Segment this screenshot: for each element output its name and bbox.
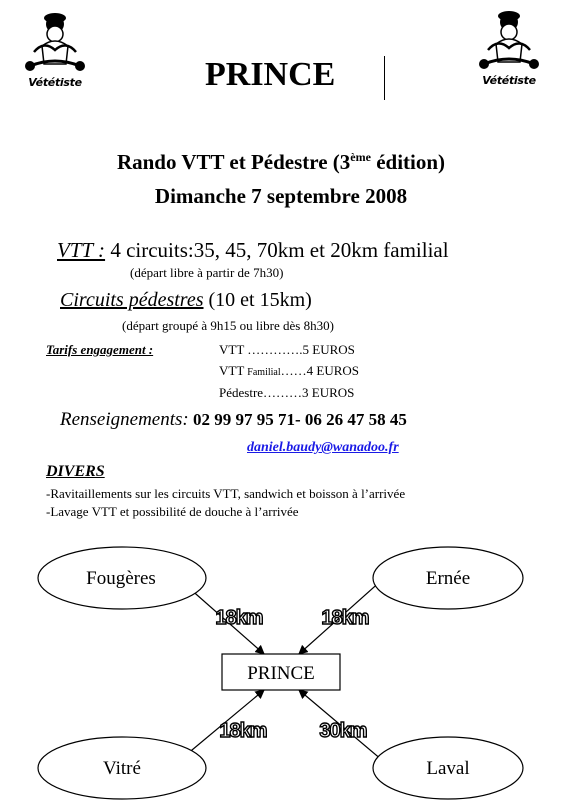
tarif-name: VTT — [219, 363, 248, 378]
tarif-price: 4 EUROS — [306, 363, 360, 378]
contact-email-link[interactable]: daniel.baudy@wanadoo.fr — [247, 440, 399, 455]
divers-line: -Ravitaillements sur les circuits VTT, sandwich et boisson à l’arrivée — [46, 486, 406, 501]
distance-top-right: 18km — [321, 607, 369, 629]
tarif-name: VTT …………. — [219, 342, 303, 357]
vtt-label: VTT : — [57, 238, 106, 262]
pedestre-note: (départ groupé à 9h15 ou libre dès 8h30) — [122, 318, 334, 333]
vtt-text: 4 circuits:35, 45, 70km et 20km familial — [105, 238, 449, 262]
cyclist-logo-right — [470, 10, 548, 90]
event-headline — [0, 150, 562, 175]
tarif-dots: …… — [280, 363, 307, 378]
town-fougeres: Fougères — [86, 568, 156, 589]
page-title: PRINCE — [205, 56, 336, 93]
logo-text: Vététiste — [28, 76, 82, 89]
tarif-row — [219, 385, 354, 401]
contact-phones-text: 02 99 97 95 71- 06 26 47 58 45 — [192, 410, 407, 429]
headline-suffix: édition) — [370, 150, 446, 174]
town-ernee: Ernée — [425, 568, 471, 589]
pedestre-line — [60, 289, 312, 312]
route-map — [0, 540, 562, 800]
divers-line: -Lavage VTT et possibilité de douche à l’arrivée — [46, 504, 299, 519]
tarif-name-small: Familial — [247, 367, 281, 378]
tarif-row — [219, 363, 359, 379]
cyclist-icon — [470, 10, 548, 74]
tarif-name: Pédestre……… — [219, 385, 303, 400]
cyclist-logo-left — [16, 12, 94, 92]
divers-label: DIVERS — [46, 463, 105, 480]
tarif-price: 3 EUROS — [302, 385, 355, 400]
tarif-price: 5 EUROS — [302, 342, 355, 357]
cyclist-icon — [16, 12, 94, 76]
town-vitre: Vitré — [103, 758, 141, 779]
contact-label: Renseignements: — [60, 409, 189, 430]
event-date: Dimanche 7 septembre 2008 — [154, 184, 408, 208]
logo-text: Vététiste — [482, 74, 536, 87]
distance-bottom-right: 30km — [319, 720, 367, 742]
contact-phones — [189, 410, 407, 429]
town-laval: Laval — [426, 758, 470, 779]
distance-top-left: 18km — [215, 607, 263, 629]
headline-superscript: ème — [350, 150, 371, 164]
pedestre-label: Circuits pédestres — [60, 289, 204, 311]
vtt-note: (départ libre à partir de 7h30) — [130, 265, 284, 280]
title-divider — [384, 56, 385, 100]
vtt-line — [57, 238, 449, 263]
center-town: PRINCE — [247, 663, 315, 684]
contact-line — [60, 409, 407, 431]
tarif-row — [219, 342, 355, 358]
distance-bottom-left: 18km — [219, 720, 267, 742]
tarifs-label: Tarifs engagement : — [46, 342, 154, 357]
headline-text: Rando VTT et Pédestre (3 — [116, 150, 351, 174]
pedestre-text: (10 et 15km) — [203, 289, 312, 311]
